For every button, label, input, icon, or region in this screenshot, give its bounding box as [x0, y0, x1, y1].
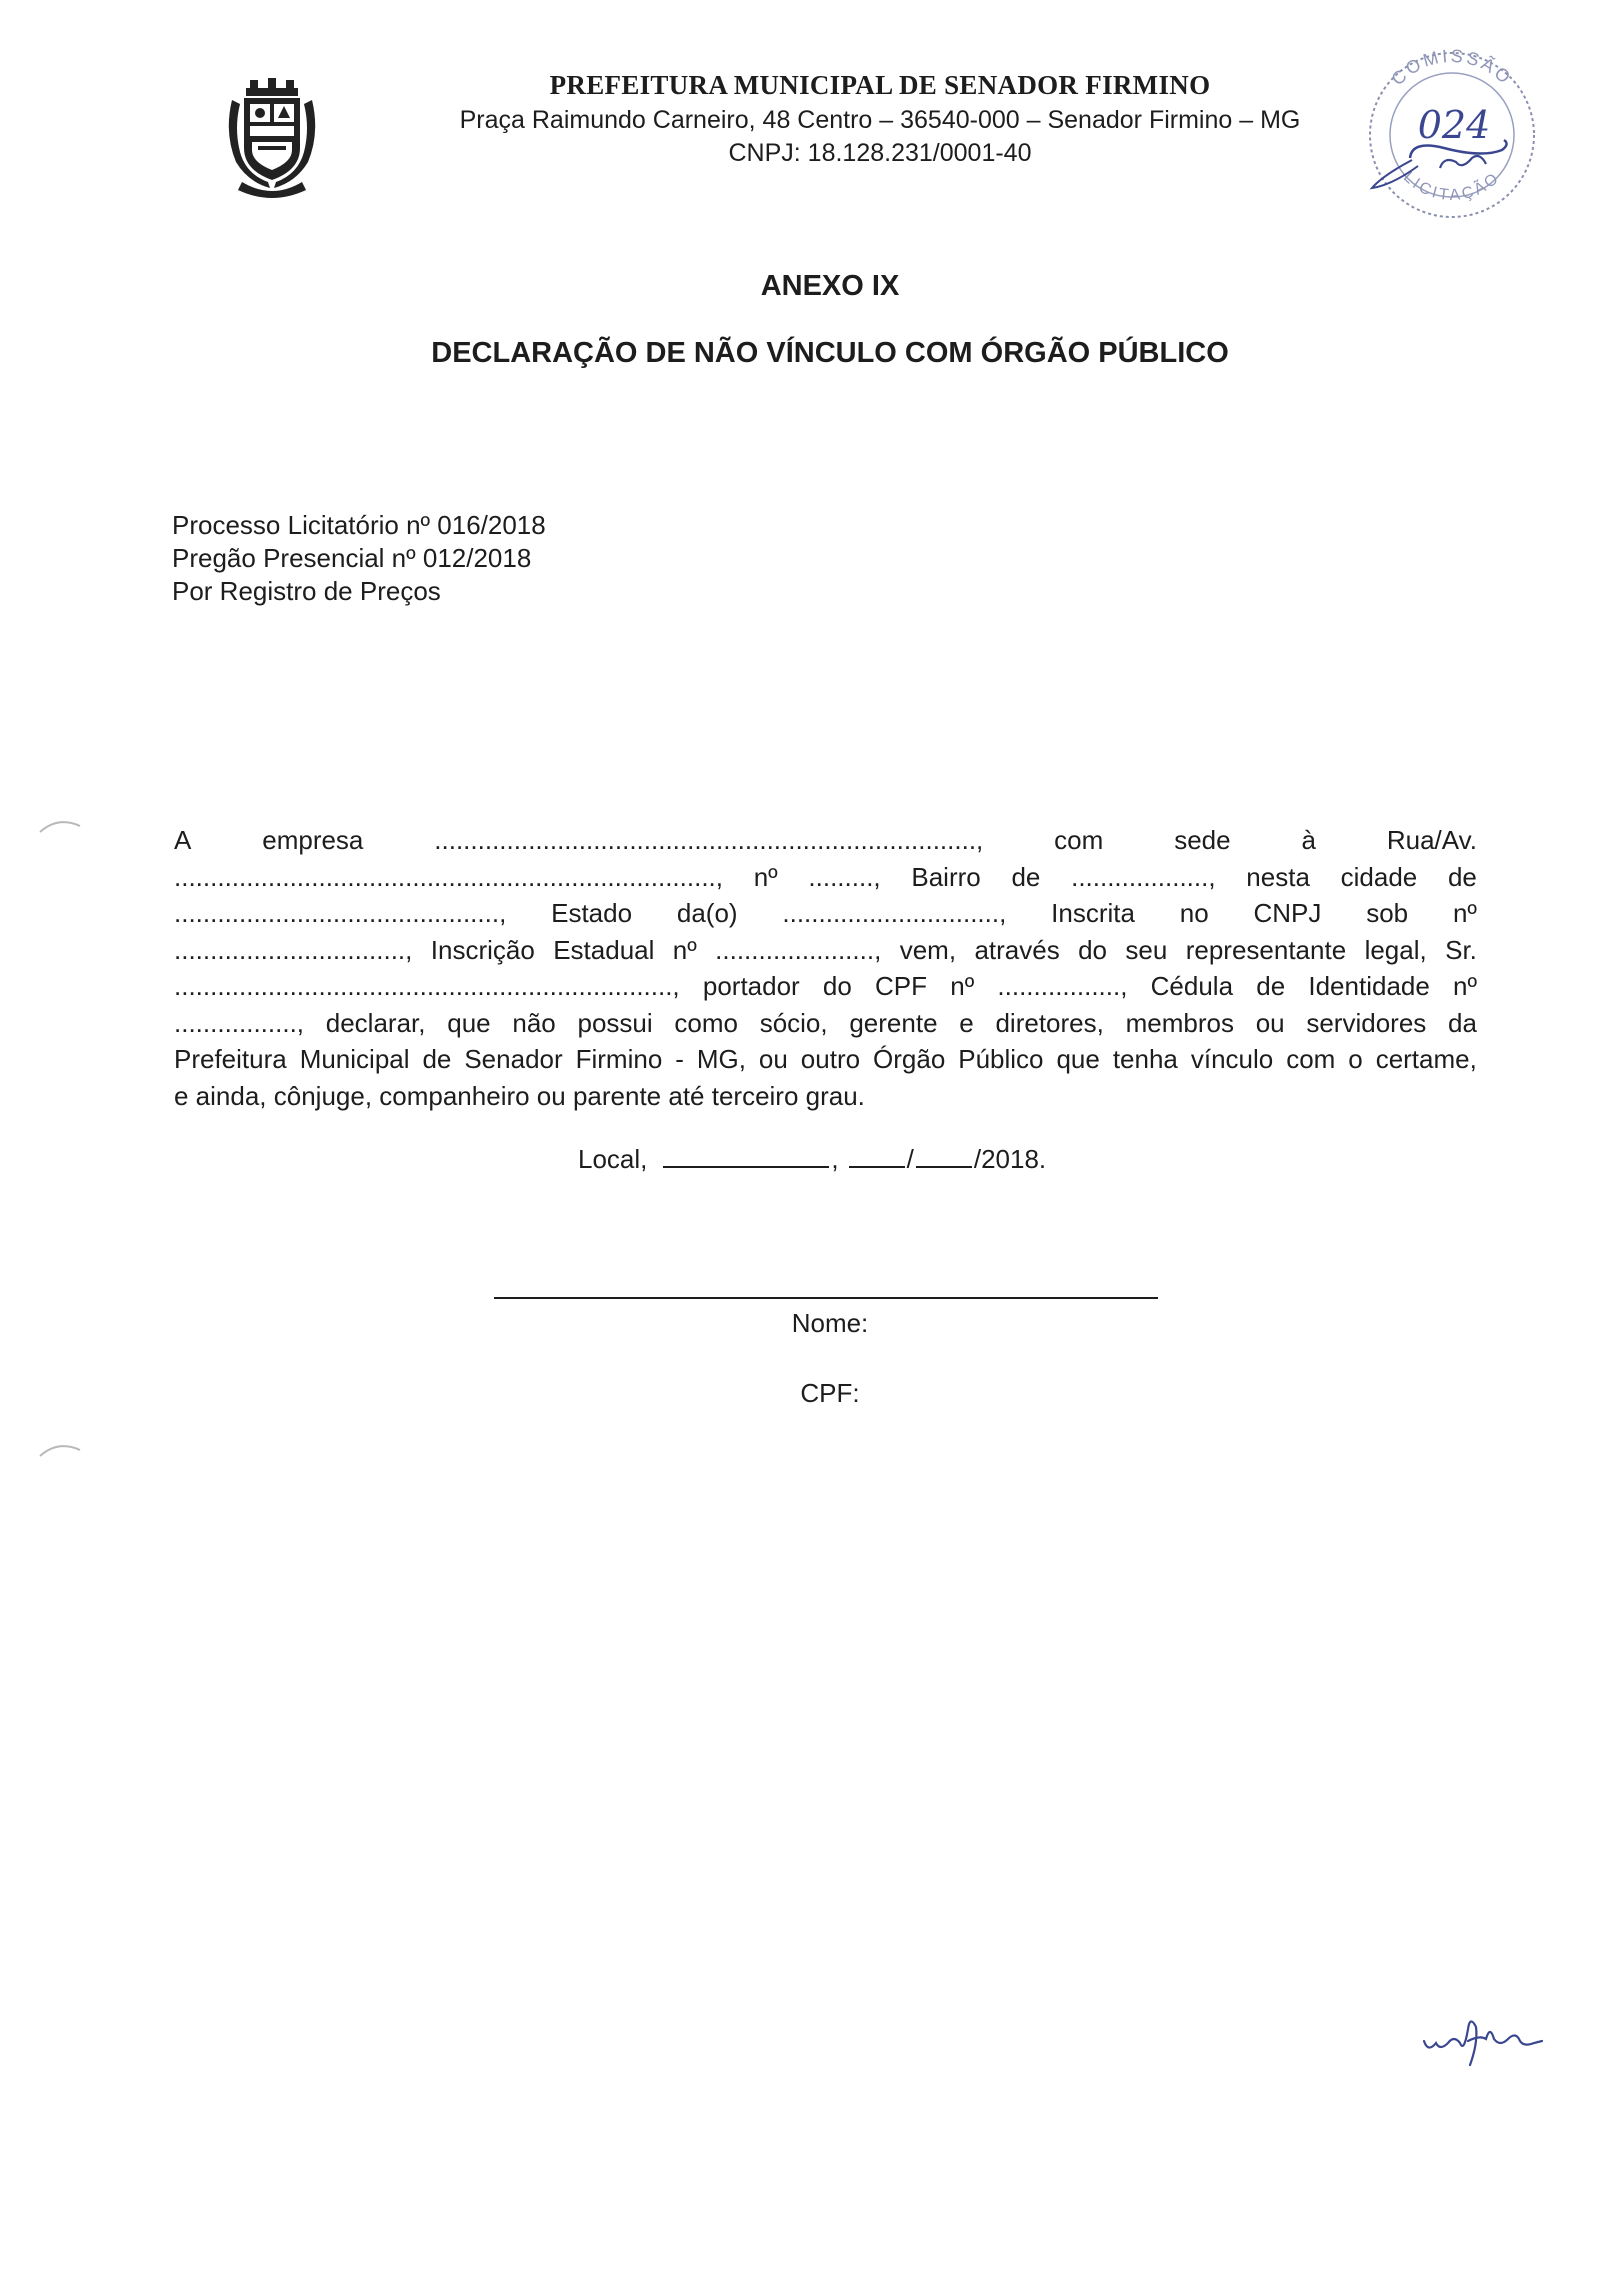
body-word: como: [674, 1007, 738, 1038]
body-word: Municipal: [299, 1044, 410, 1074]
body-word: A: [174, 825, 192, 855]
body-word: vem,: [899, 934, 957, 965]
body-word: no: [1179, 898, 1209, 928]
body-word: Órgão: [873, 1044, 946, 1074]
signature-name-label: Nome:: [791, 1308, 869, 1338]
local-label: Local,: [578, 1144, 648, 1174]
body-word: com: [1054, 825, 1104, 855]
body-word: de: [1447, 861, 1477, 892]
local-date-line: [578, 1144, 1046, 1175]
body-word: CNPJ: [1253, 898, 1322, 928]
body-word: através: [974, 934, 1060, 965]
body-word: portador: [702, 971, 800, 1001]
body-word: seu: [1125, 934, 1168, 965]
body-line: [174, 932, 1477, 969]
body-word: .............................................,: [174, 898, 507, 928]
municipality-cnpj: CNPJ: 18.128.231/0001-40: [728, 139, 1032, 167]
body-word: diretores,: [995, 1007, 1104, 1038]
body-word: .........,: [808, 861, 881, 892]
body-word: Senador: [464, 1044, 563, 1074]
municipality-name: PREFEITURA MUNICIPAL DE SENADOR FIRMINO: [549, 70, 1211, 100]
stamp-number: 024: [1417, 103, 1491, 147]
body-word: Estadual: [553, 934, 655, 965]
body-word: Cédula: [1150, 971, 1234, 1001]
body-word: servidores: [1306, 1007, 1427, 1038]
body-word: certame,: [1375, 1044, 1477, 1074]
body-word: ...................,: [1071, 861, 1216, 892]
body-word: Identidade: [1308, 971, 1430, 1001]
body-line: [174, 859, 1477, 896]
body-word: Público: [958, 1044, 1044, 1074]
body-word: legal,: [1364, 934, 1427, 965]
stamp-top-text: COMISSÃO: [1387, 45, 1517, 90]
body-word: Inscrita: [1051, 898, 1135, 928]
body-word: sócio,: [759, 1007, 828, 1038]
signature-line: [494, 1297, 1158, 1299]
body-line: [174, 968, 1477, 1005]
body-word: .................,: [997, 971, 1128, 1001]
body-line: [174, 1005, 1477, 1042]
local-blank: [663, 1144, 829, 1168]
body-word: e: [959, 1007, 974, 1038]
svg-text:LICITAÇÃO: [1400, 169, 1504, 205]
body-word: da: [1448, 1007, 1477, 1038]
price-registry: Por Registro de Preços: [172, 576, 441, 606]
body-word: nº: [672, 934, 697, 965]
body-word: o: [1348, 1044, 1363, 1074]
body-word: que: [1056, 1044, 1100, 1074]
body-word: membros: [1125, 1007, 1234, 1038]
punch-hole-mark: [36, 812, 86, 838]
body-word: do: [822, 971, 852, 1001]
body-word: Firmino: [575, 1044, 663, 1074]
body-line: [174, 895, 1477, 932]
body-word: do: [1078, 934, 1108, 965]
body-word: Rua/Av.: [1386, 825, 1477, 855]
declaration-body: [174, 822, 1477, 1114]
process-number: Processo Licitatório nº 016/2018: [172, 510, 546, 540]
body-word: cidade: [1340, 861, 1418, 892]
body-word: Estado: [551, 898, 633, 928]
month-blank: [916, 1144, 972, 1168]
body-word: Bairro: [911, 861, 981, 892]
body-word: nº: [950, 971, 975, 1001]
body-word: gerente: [849, 1007, 938, 1038]
body-word: ou: [1255, 1007, 1285, 1038]
body-word: e ainda, cônjuge, companheiro ou parente até terceiro grau.: [174, 1080, 865, 1111]
body-word: outro: [800, 1044, 861, 1074]
date-slash: /: [906, 1144, 914, 1174]
body-word: -: [675, 1044, 684, 1074]
body-word: não: [512, 1007, 556, 1038]
body-word: sede: [1174, 825, 1231, 855]
body-line: [174, 1078, 1477, 1115]
body-word: que: [447, 1007, 491, 1038]
body-word: de: [422, 1044, 452, 1074]
body-word: representante: [1185, 934, 1347, 965]
auction-number: Pregão Presencial nº 012/2018: [172, 543, 532, 573]
body-word: vínculo: [1190, 1044, 1274, 1074]
body-word: empresa: [262, 825, 364, 855]
body-word: ......................,: [715, 934, 882, 965]
body-word: de: [1256, 971, 1286, 1001]
declaration-title: DECLARAÇÃO DE NÃO VÍNCULO COM ÓRGÃO PÚBLICO: [431, 337, 1229, 369]
body-line: [174, 822, 1477, 859]
body-word: sob: [1366, 898, 1409, 928]
handwritten-initials: [1420, 2005, 1550, 2075]
body-word: Inscrição: [430, 934, 535, 965]
local-comma: ,: [831, 1144, 839, 1174]
signature-cpf-label: CPF:: [800, 1378, 860, 1408]
body-word: MG,: [696, 1044, 746, 1074]
body-word: da(o): [676, 898, 738, 928]
stamp-bottom-text: LICITAÇÃO: [1400, 168, 1504, 205]
day-blank: [849, 1144, 905, 1168]
body-word: Sr.: [1445, 934, 1477, 965]
body-word: .....................................................................,: [174, 971, 680, 1001]
body-word: possui: [577, 1007, 653, 1038]
body-word: nº: [1453, 971, 1477, 1001]
body-word: nº: [753, 861, 778, 892]
body-word: de: [1011, 861, 1041, 892]
annex-title: ANEXO IX: [760, 270, 900, 302]
municipality-address: Praça Raimundo Carneiro, 48 Centro – 36540-000 – Senador Firmino – MG: [459, 106, 1301, 134]
body-word: ..............................,: [782, 898, 1007, 928]
body-word: declarar,: [325, 1007, 426, 1038]
body-word: .................,: [174, 1007, 305, 1038]
body-word: ...........................................................................,: [174, 861, 723, 892]
commission-stamp: [1352, 40, 1552, 220]
punch-hole-mark: [36, 1436, 86, 1462]
body-word: CPF: [875, 971, 928, 1001]
body-word: nº: [1452, 898, 1477, 928]
year-text: /2018.: [973, 1144, 1047, 1174]
body-word: à: [1301, 825, 1316, 855]
municipal-crest-icon: [222, 78, 322, 200]
body-line: [174, 1041, 1477, 1078]
body-word: ou: [758, 1044, 788, 1074]
body-word: nesta: [1246, 861, 1310, 892]
body-word: Prefeitura: [174, 1044, 287, 1074]
body-word: com: [1286, 1044, 1336, 1074]
body-word: ................................,: [174, 934, 413, 965]
body-word: tenha: [1112, 1044, 1178, 1074]
body-word: ...........................................................................,: [434, 825, 984, 855]
